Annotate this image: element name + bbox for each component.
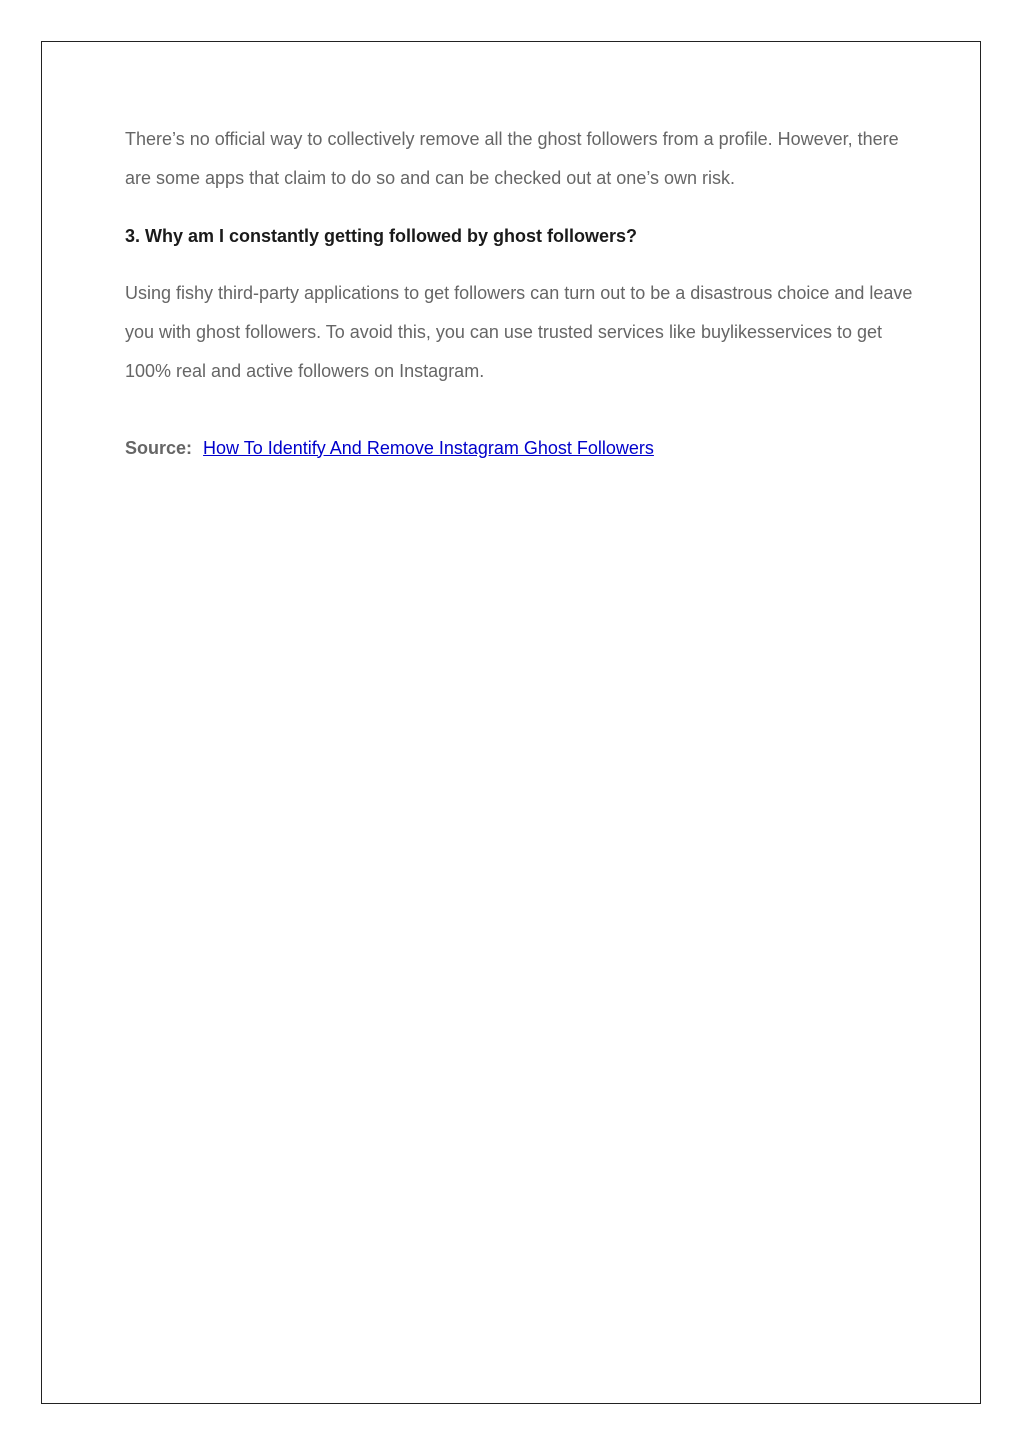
paragraph-ghost-removal: There’s no official way to collectively remove all the ghost followers from a profile. However, there are some apps that claim to do so and can be checked out at one’s own risk. [125, 129, 899, 188]
source-line [125, 429, 915, 467]
faq-heading-3: 3. Why am I constantly getting followed by ghost followers? [125, 226, 638, 247]
page-content [125, 120, 915, 467]
page-frame [41, 41, 981, 1404]
source-label: Source: [125, 437, 193, 458]
source-link[interactable]: How To Identify And Remove Instagram Ghost Followers [203, 437, 654, 458]
paragraph-third-party-apps: Using fishy third-party applications to get followers can turn out to be a disastrous choice and leave you with ghost followers. To avoid this, you can use trusted services like buylikesservices to get 100% real and active followers on Instagram. [125, 283, 913, 381]
